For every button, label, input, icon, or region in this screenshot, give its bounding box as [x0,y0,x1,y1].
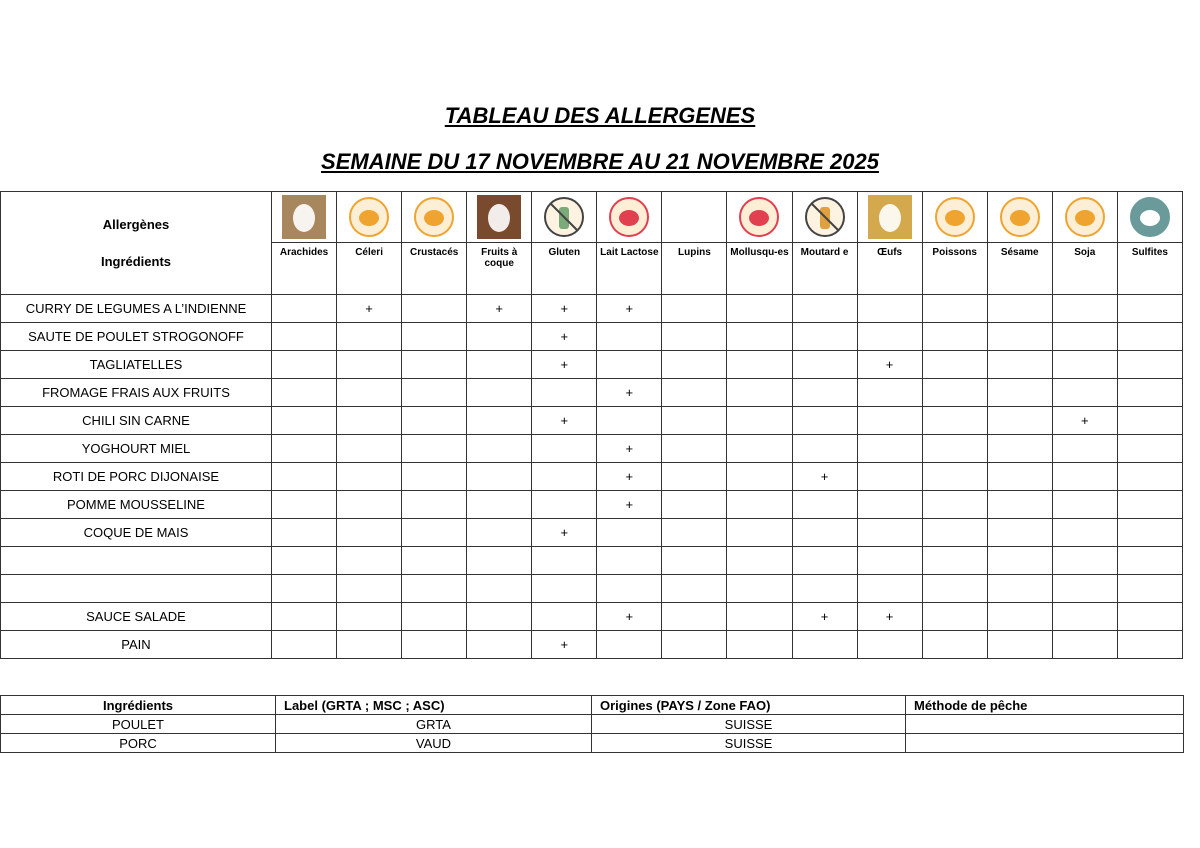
allergen-cell [922,575,987,603]
allergen-cell [337,379,402,407]
allergen-cell [467,379,532,407]
allergen-cell [727,491,792,519]
allergen-cell [922,603,987,631]
allergen-cell [662,379,727,407]
soy-icon [1053,192,1117,243]
allergen-cell [1117,491,1182,519]
allergen-label: Crustacés [409,247,459,258]
allergen-cell [857,463,922,491]
allergen-cell [727,295,792,323]
allergen-column-header [272,192,337,295]
nut-icon [467,192,531,243]
allergen-cell: + [532,351,597,379]
allergen-cell [1052,295,1117,323]
allergen-cell [922,519,987,547]
allergen-column-header [402,192,467,295]
allergen-column-header [1052,192,1117,295]
origin-cell [906,734,1184,753]
allergen-cell [272,295,337,323]
corner-cell [1,192,272,295]
allergen-cell [272,379,337,407]
dish-name [1,575,272,603]
milk-icon [597,192,661,243]
allergen-cell: + [1052,407,1117,435]
allergen-cell [1052,603,1117,631]
allergen-cell [662,575,727,603]
allergen-cell: + [857,351,922,379]
allergen-cell [1117,547,1182,575]
allergen-column-header [532,192,597,295]
allergen-cell [727,435,792,463]
dish-name: ROTI DE PORC DIJONAISE [1,463,272,491]
allergen-cell: + [532,631,597,659]
allergen-column-header [792,192,857,295]
allergen-cell [532,491,597,519]
allergen-cell [1052,351,1117,379]
allergen-cell [272,631,337,659]
allergen-label: Sulfites [1131,247,1168,258]
allergen-cell [467,463,532,491]
shell-icon [727,192,791,243]
allergen-column-header [467,192,532,295]
allergen-cell [402,379,467,407]
allergen-cell [857,547,922,575]
allergen-cell [532,603,597,631]
allergen-cell [987,547,1052,575]
allergen-cell [272,491,337,519]
mustard-crossed-icon [793,192,857,243]
allergen-cell [337,407,402,435]
ingredients-header: Ingrédients [100,254,172,269]
table-row [1,603,1183,631]
allergen-cell [922,407,987,435]
origin-row [1,715,1184,734]
allergen-table [0,191,1183,659]
origin-cell: GRTA [276,715,592,734]
allergen-cell [662,631,727,659]
allergen-cell [597,323,662,351]
allergen-cell [922,547,987,575]
allergen-cell [792,435,857,463]
flask-icon [1118,192,1182,243]
allergen-cell [467,547,532,575]
allergen-cell [337,435,402,463]
allergen-cell [402,575,467,603]
dish-name: CURRY DE LEGUMES A L’INDIENNE [1,295,272,323]
allergen-cell [857,295,922,323]
allergen-cell [1117,295,1182,323]
allergen-column-header [922,192,987,295]
allergen-cell [1117,435,1182,463]
page-title: TABLEAU DES ALLERGENES [444,103,756,128]
allergen-column-header [727,192,792,295]
allergen-cell: + [597,435,662,463]
empty-icon [662,192,726,243]
wheat-crossed-icon [532,192,596,243]
allergen-cell [662,407,727,435]
allergen-label: Mollusqu-es [730,247,789,258]
origin-cell: POULET [1,715,276,734]
allergen-cell [1052,435,1117,463]
allergen-column-header [1117,192,1182,295]
allergen-cell [987,407,1052,435]
allergen-cell [857,631,922,659]
allergen-label: Gluten [548,247,581,258]
allergen-cell: + [857,603,922,631]
allergen-cell [272,519,337,547]
allergen-cell [662,463,727,491]
allergen-cell [1117,351,1182,379]
allergen-cell [662,295,727,323]
allergen-cell [1117,407,1182,435]
allergen-cell [922,351,987,379]
origin-cell: SUISSE [592,715,906,734]
fish-icon [923,192,987,243]
celery-icon [337,192,401,243]
allergen-cell [1052,323,1117,351]
origin-cell: SUISSE [592,734,906,753]
allergen-cell [922,323,987,351]
allergen-cell [272,351,337,379]
allergen-cell [467,323,532,351]
allergen-cell [1117,603,1182,631]
allergen-cell: + [532,519,597,547]
allergen-cell [467,407,532,435]
allergen-cell [727,519,792,547]
allergen-cell [857,323,922,351]
allergen-cell: + [467,295,532,323]
allergen-cell [337,603,402,631]
allergen-cell [727,547,792,575]
allergen-cell [532,435,597,463]
allergen-column-header [857,192,922,295]
allergen-cell [792,575,857,603]
allergen-cell [987,295,1052,323]
allergen-cell [467,435,532,463]
allergen-cell [857,407,922,435]
allergen-label: Lupins [678,247,711,258]
table-row [1,631,1183,659]
allergen-cell [792,295,857,323]
allergen-cell [337,463,402,491]
dish-name: FROMAGE FRAIS AUX FRUITS [1,379,272,407]
allergen-cell [402,519,467,547]
allergen-cell [402,435,467,463]
allergen-cell [987,435,1052,463]
allergen-cell [337,491,402,519]
allergen-cell: + [597,379,662,407]
allergen-cell [1052,379,1117,407]
allergen-cell: + [792,463,857,491]
allergen-cell [402,491,467,519]
allergen-cell [1052,491,1117,519]
allergen-cell [467,575,532,603]
allergen-cell: + [532,323,597,351]
allergen-cell [987,323,1052,351]
allergen-cell [922,295,987,323]
allergen-cell: + [597,295,662,323]
allergen-cell [1052,519,1117,547]
allergen-cell [662,603,727,631]
origin-cell [906,715,1184,734]
table-row [1,519,1183,547]
allergen-column-header [662,192,727,295]
allergen-cell [337,547,402,575]
allergen-cell [987,603,1052,631]
allergen-cell [662,491,727,519]
origin-column-header: Ingrédients [1,696,276,715]
allergen-cell [337,575,402,603]
allergen-cell [402,463,467,491]
table-row [1,407,1183,435]
allergen-cell [792,519,857,547]
allergen-cell [402,295,467,323]
allergen-cell [792,491,857,519]
allergen-cell [857,575,922,603]
allergen-cell [1052,631,1117,659]
allergen-cell [597,351,662,379]
allergen-cell: + [597,603,662,631]
allergen-cell [467,351,532,379]
allergen-column-header [597,192,662,295]
allergen-cell [402,603,467,631]
allergen-cell [922,631,987,659]
allergen-cell [857,491,922,519]
allergen-cell [792,631,857,659]
allergen-cell: + [337,295,402,323]
allergen-cell [272,547,337,575]
table-row [1,491,1183,519]
allergens-header: Allergènes [102,217,170,232]
dish-name: COQUE DE MAIS [1,519,272,547]
allergen-cell [272,603,337,631]
allergen-column-header [337,192,402,295]
allergen-cell [727,631,792,659]
allergen-cell [792,351,857,379]
allergen-cell [987,491,1052,519]
allergen-cell [1052,547,1117,575]
table-row [1,295,1183,323]
allergen-cell [987,631,1052,659]
allergen-cell [1052,463,1117,491]
allergen-label: Poissons [932,247,977,258]
egg-icon [858,192,922,243]
allergen-cell [792,547,857,575]
allergen-cell [857,379,922,407]
allergen-cell [272,407,337,435]
peanut-icon [272,192,336,243]
page-subtitle: SEMAINE DU 17 NOVEMBRE AU 21 NOVEMBRE 2025 [321,149,879,174]
allergen-cell [792,407,857,435]
allergen-cell [662,435,727,463]
allergen-cell [1117,379,1182,407]
allergen-cell [987,519,1052,547]
allergen-cell: + [597,463,662,491]
allergen-cell [987,351,1052,379]
allergen-cell [467,491,532,519]
allergen-cell [987,575,1052,603]
dish-name: POMME MOUSSELINE [1,491,272,519]
table-row [1,575,1183,603]
allergen-cell [402,351,467,379]
allergen-cell [272,435,337,463]
allergen-label: Soja [1074,247,1096,258]
allergen-cell [337,351,402,379]
allergen-cell [467,631,532,659]
allergen-cell [662,323,727,351]
allergen-cell [597,575,662,603]
allergen-cell [402,547,467,575]
allergen-cell [337,519,402,547]
allergen-cell [727,379,792,407]
allergen-cell [987,463,1052,491]
allergen-cell [922,435,987,463]
allergen-cell [1117,575,1182,603]
allergen-cell [532,575,597,603]
allergen-cell [597,519,662,547]
allergen-cell [597,407,662,435]
allergen-cell [662,547,727,575]
dish-name: TAGLIATELLES [1,351,272,379]
allergen-label: Fruits à coque [481,247,518,269]
allergen-cell [792,323,857,351]
dish-name [1,547,272,575]
origin-column-header: Origines (PAYS / Zone FAO) [592,696,906,715]
allergen-cell [727,603,792,631]
origin-column-header: Label (GRTA ; MSC ; ASC) [276,696,592,715]
allergen-cell [532,379,597,407]
table-row [1,323,1183,351]
allergen-label: Lait Lactose [600,247,659,258]
origin-header-row [1,696,1184,715]
allergen-label: Céleri [355,247,383,258]
allergen-cell [337,631,402,659]
origin-cell: VAUD [276,734,592,753]
allergen-cell [922,379,987,407]
table-row [1,379,1183,407]
allergen-label: Arachides [279,247,329,258]
allergen-cell [987,379,1052,407]
allergen-cell [792,379,857,407]
allergen-cell [857,519,922,547]
allergen-cell: + [597,491,662,519]
allergen-cell: + [532,407,597,435]
allergen-column-header [987,192,1052,295]
allergen-cell [1117,323,1182,351]
table-row [1,435,1183,463]
allergen-cell [532,463,597,491]
table-row [1,463,1183,491]
allergen-cell [597,631,662,659]
allergen-cell [1052,575,1117,603]
allergen-cell [467,603,532,631]
table-row [1,351,1183,379]
allergen-cell [402,323,467,351]
crab-icon [402,192,466,243]
allergen-cell [402,407,467,435]
allergen-cell [1117,519,1182,547]
allergen-cell [402,631,467,659]
allergen-cell [532,547,597,575]
allergen-cell [857,435,922,463]
allergen-cell [597,547,662,575]
allergen-cell [337,323,402,351]
origin-row [1,734,1184,753]
dish-name: SAUTE DE POULET STROGONOFF [1,323,272,351]
allergen-label: Moutard e [800,247,849,258]
allergen-cell [272,323,337,351]
allergen-cell [1117,463,1182,491]
allergen-cell [727,351,792,379]
allergen-cell [727,575,792,603]
dish-name: CHILI SIN CARNE [1,407,272,435]
table-row [1,547,1183,575]
origin-cell: PORC [1,734,276,753]
dish-name: PAIN [1,631,272,659]
allergen-label: Sésame [1000,247,1039,258]
allergen-cell [727,323,792,351]
allergen-cell [272,463,337,491]
allergen-cell [662,519,727,547]
dish-name: YOGHOURT MIEL [1,435,272,463]
allergen-label: Œufs [877,247,903,258]
allergen-cell [272,575,337,603]
allergen-cell [727,407,792,435]
origin-column-header: Méthode de pêche [906,696,1184,715]
allergen-cell [662,351,727,379]
dish-name: SAUCE SALADE [1,603,272,631]
allergen-cell [727,463,792,491]
origin-table [0,695,1184,753]
allergen-cell: + [532,295,597,323]
allergen-cell: + [792,603,857,631]
allergen-cell [922,463,987,491]
allergen-cell [1117,631,1182,659]
allergen-cell [922,491,987,519]
allergen-cell [467,519,532,547]
sesame-icon [988,192,1052,243]
